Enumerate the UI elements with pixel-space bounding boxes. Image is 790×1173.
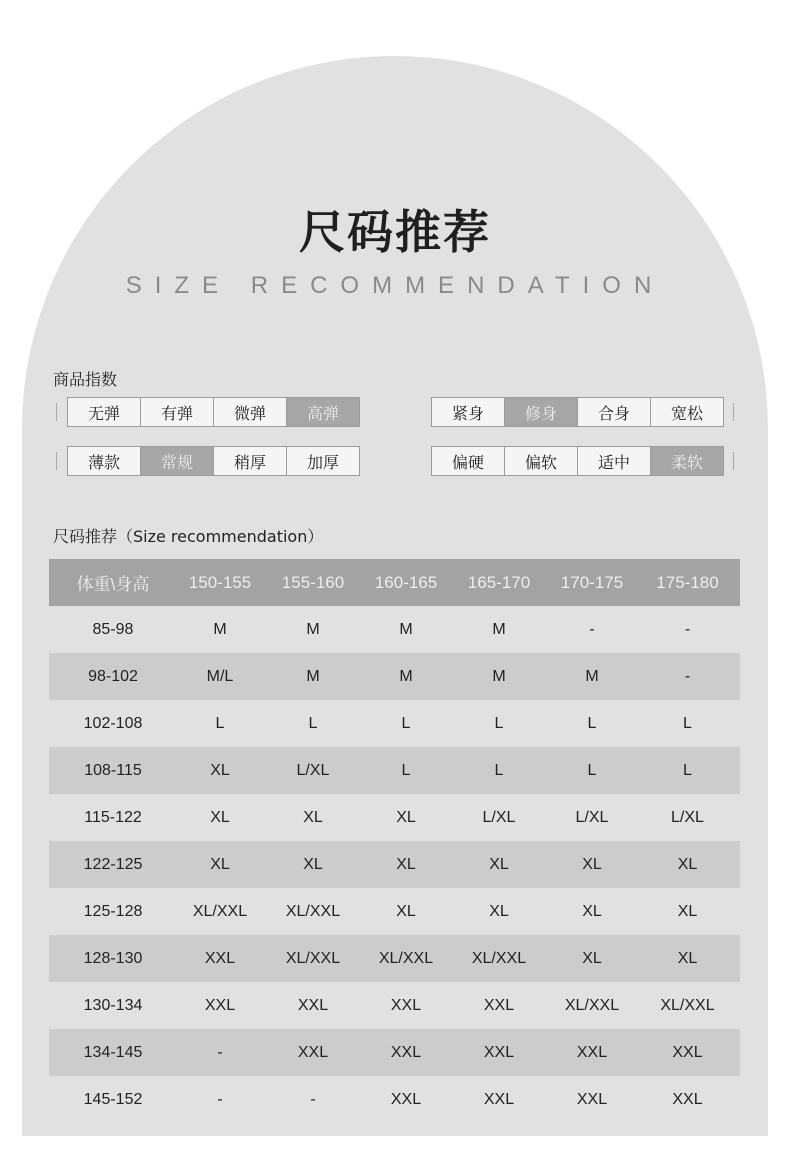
size-table-body xyxy=(49,606,740,1123)
size-cell: XXL xyxy=(635,1076,740,1123)
size-cell: XL/XXL xyxy=(363,935,449,982)
header-cell: 165-170 xyxy=(449,559,549,606)
product-index-label: 商品指数 xyxy=(53,370,118,389)
size-cell: XXL xyxy=(177,982,263,1029)
weight-cell: 134-145 xyxy=(49,1029,177,1076)
size-cell: L xyxy=(449,747,549,794)
attr-cell: 有弹 xyxy=(140,398,213,426)
size-cell: M xyxy=(549,653,635,700)
size-cell: XL xyxy=(363,794,449,841)
attr-cell: 高弹 xyxy=(286,398,359,426)
size-cell: - xyxy=(177,1029,263,1076)
attr-cells xyxy=(431,446,724,476)
size-cell: L/XL xyxy=(449,794,549,841)
size-cell: L xyxy=(635,747,740,794)
weight-cell: 130-134 xyxy=(49,982,177,1029)
table-row xyxy=(49,935,740,982)
size-cell: XL xyxy=(177,747,263,794)
attr-cell: 适中 xyxy=(577,447,650,475)
table-row xyxy=(49,1076,740,1123)
size-cell: M xyxy=(363,606,449,653)
size-cell: L xyxy=(363,700,449,747)
size-cell: M xyxy=(449,606,549,653)
size-recommendation-label: 尺码推荐（Size recommendation） xyxy=(53,527,324,546)
size-cell: XXL xyxy=(263,982,363,1029)
size-table xyxy=(49,559,740,1123)
size-cell: M xyxy=(263,606,363,653)
header-cell: 160-165 xyxy=(363,559,449,606)
size-cell: - xyxy=(263,1076,363,1123)
size-cell: XL xyxy=(177,794,263,841)
size-cell: M xyxy=(177,606,263,653)
size-cell: L/XL xyxy=(635,794,740,841)
weight-cell: 122-125 xyxy=(49,841,177,888)
attr-cell: 合身 xyxy=(577,398,650,426)
weight-cell: 115-122 xyxy=(49,794,177,841)
header-cell: 150-155 xyxy=(177,559,263,606)
attr-group-elasticity xyxy=(50,397,360,427)
table-header-row xyxy=(49,559,740,606)
size-cell: M xyxy=(363,653,449,700)
size-cell: - xyxy=(635,606,740,653)
table-row xyxy=(49,982,740,1029)
attr-cap-right xyxy=(724,446,741,476)
size-cell: L xyxy=(177,700,263,747)
weight-cell: 145-152 xyxy=(49,1076,177,1123)
size-cell: M/L xyxy=(177,653,263,700)
attr-cap-left xyxy=(50,397,67,427)
attr-cell: 偏硬 xyxy=(451,452,484,472)
size-cell: XL xyxy=(635,888,740,935)
attr-cell: 偏软 xyxy=(504,447,577,475)
size-cell: XXL xyxy=(449,1029,549,1076)
table-row xyxy=(49,794,740,841)
size-cell: XL/XXL xyxy=(263,935,363,982)
weight-cell: 128-130 xyxy=(49,935,177,982)
size-cell: - xyxy=(635,653,740,700)
attr-cell: 微弹 xyxy=(213,398,286,426)
weight-cell: 98-102 xyxy=(49,653,177,700)
page-title: 尺码推荐 xyxy=(299,205,491,259)
size-cell: - xyxy=(549,606,635,653)
header-cell: 体重\身高 xyxy=(49,559,177,606)
size-cell: XXL xyxy=(635,1029,740,1076)
table-row xyxy=(49,888,740,935)
size-cell: XXL xyxy=(449,982,549,1029)
size-cell: XXL xyxy=(549,1029,635,1076)
attr-cell: 宽松 xyxy=(650,398,723,426)
size-cell: XXL xyxy=(449,1076,549,1123)
weight-cell: 108-115 xyxy=(49,747,177,794)
size-cell: M xyxy=(449,653,549,700)
attr-group-thickness xyxy=(50,446,360,476)
size-cell: XL xyxy=(549,888,635,935)
size-cell: XXL xyxy=(549,1076,635,1123)
size-cell: XL xyxy=(363,841,449,888)
size-cell: L xyxy=(549,700,635,747)
size-cell: L xyxy=(263,700,363,747)
table-row xyxy=(49,747,740,794)
size-cell: - xyxy=(177,1076,263,1123)
attr-cell: 紧身 xyxy=(451,403,484,423)
attr-cell: 柔软 xyxy=(650,447,723,475)
size-cell: XXL xyxy=(177,935,263,982)
attr-cell: 加厚 xyxy=(286,447,359,475)
table-row xyxy=(49,700,740,747)
attr-cells xyxy=(431,397,724,427)
attr-group-softness xyxy=(431,446,741,476)
size-cell: L/XL xyxy=(263,747,363,794)
size-cell: XXL xyxy=(363,1076,449,1123)
size-cell: L xyxy=(449,700,549,747)
size-cell: L xyxy=(549,747,635,794)
size-cell: XL xyxy=(635,841,740,888)
attr-cell: 稍厚 xyxy=(213,447,286,475)
size-cell: XL xyxy=(263,794,363,841)
header-cell: 175-180 xyxy=(635,559,740,606)
size-cell: XL/XXL xyxy=(549,982,635,1029)
header-cell: 155-160 xyxy=(263,559,363,606)
size-cell: XL xyxy=(263,841,363,888)
size-cell: XL xyxy=(177,841,263,888)
attr-cells xyxy=(67,397,360,427)
size-cell: XL xyxy=(549,935,635,982)
table-row xyxy=(49,653,740,700)
size-cell: XXL xyxy=(363,982,449,1029)
header-cell: 170-175 xyxy=(549,559,635,606)
weight-cell: 102-108 xyxy=(49,700,177,747)
weight-cell: 125-128 xyxy=(49,888,177,935)
attr-cap-right xyxy=(724,397,741,427)
size-cell: XL/XXL xyxy=(263,888,363,935)
weight-cell: 85-98 xyxy=(49,606,177,653)
size-cell: XL xyxy=(363,888,449,935)
table-row xyxy=(49,1029,740,1076)
size-cell: XL/XXL xyxy=(449,935,549,982)
size-cell: L xyxy=(363,747,449,794)
attr-group-fit xyxy=(431,397,741,427)
size-cell: M xyxy=(263,653,363,700)
size-cell: XL xyxy=(635,935,740,982)
attr-cap-left xyxy=(50,446,67,476)
size-cell: XL/XXL xyxy=(177,888,263,935)
attr-cell: 修身 xyxy=(504,398,577,426)
size-cell: XL/XXL xyxy=(635,982,740,1029)
table-row xyxy=(49,841,740,888)
page-subtitle: SIZE RECOMMENDATION xyxy=(125,272,665,299)
size-cell: XL xyxy=(549,841,635,888)
size-cell: L/XL xyxy=(549,794,635,841)
attr-cell: 无弹 xyxy=(87,403,120,423)
attr-cell: 常规 xyxy=(140,447,213,475)
size-cell: L xyxy=(635,700,740,747)
size-cell: XL xyxy=(449,888,549,935)
attr-cells xyxy=(67,446,360,476)
size-cell: XXL xyxy=(363,1029,449,1076)
table-row xyxy=(49,606,740,653)
size-cell: XL xyxy=(449,841,549,888)
attr-cell: 薄款 xyxy=(87,452,120,472)
size-cell: XXL xyxy=(263,1029,363,1076)
